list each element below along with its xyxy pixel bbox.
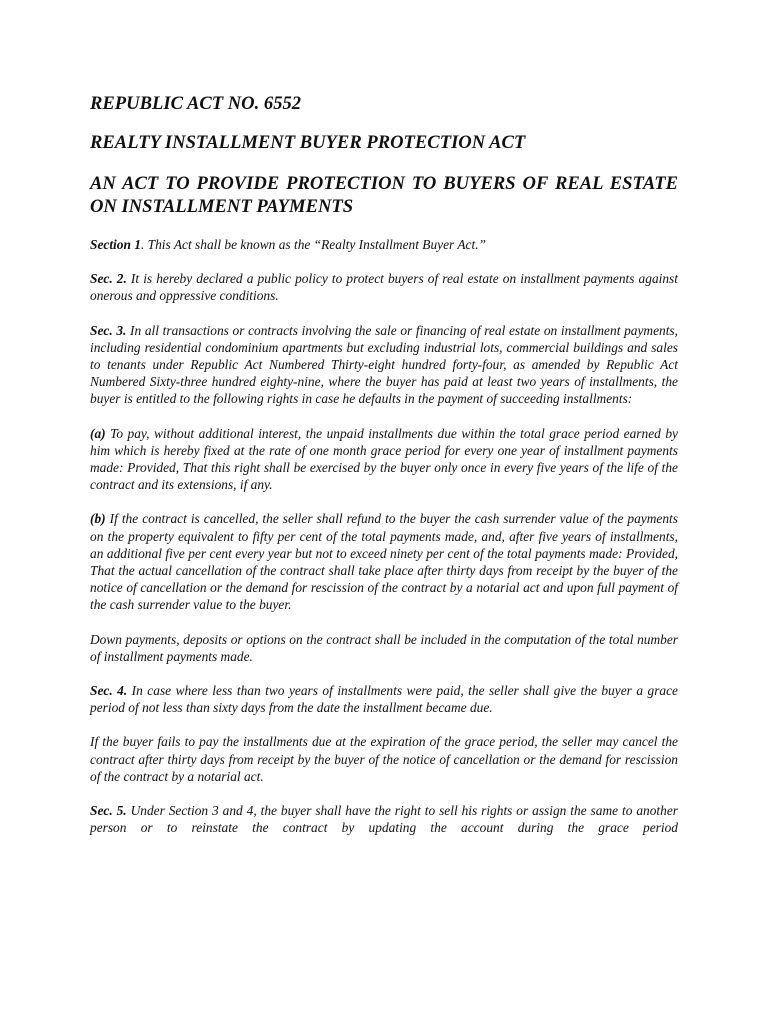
section-text: It is hereby declared a public policy to protect buyers of real estate on installment payments against onerous and oppressive conditions. [90,271,678,304]
clause-text: To pay, without additional interest, the unpaid installments due within the total grace period earned by him which is hereby fixed at the rate of one month grace period for every one year of installment payments made: Provided, That this right shall be exercised by the buyer only once in every five years of the life of the contract and its extensions, if any. [90,425,678,493]
grace-period-paragraph [90,733,678,785]
section-1-paragraph [90,236,678,253]
section-3a-paragraph [90,425,678,494]
section-3b-paragraph [90,510,678,613]
section-4-paragraph [90,682,678,716]
section-label: Sec. 5. [90,803,127,819]
section-label: Sec. 3. [90,322,127,338]
section-text: . This Act shall be known as the “Realty Installment Buyer Act.” [140,237,486,252]
section-5-paragraph [90,802,678,836]
document-body [90,92,678,853]
section-text: Under Section 3 and 4, the buyer shall have the right to sell his rights or assign the same to another person or to reinstate the contract by updating the account during the grace period [90,803,678,836]
section-label: Section 1 [90,237,141,252]
down-payments-paragraph [90,631,678,665]
section-2-paragraph [90,270,678,304]
short-title-heading: REALTY INSTALLMENT BUYER PROTECTION ACT [90,132,526,153]
section-label: Sec. 2. [90,271,127,287]
section-3-paragraph [90,322,678,408]
paragraph-text: If the buyer fails to pay the installments due at the expiration of the grace period, the seller may cancel the contract after thirty days from receipt by the buyer of the notice of cancellation or the demand for rescission of the contract by a notarial act. [90,734,678,784]
section-text: In all transactions or contracts involving the sale or financing of real estate on installment payments, including residential condominium apartments but excluding industrial lots, commercial buildings and sales to tenants under Republic Act Numbered Thirty-eight hundred forty-four, as amended by Republic Act Numbered Sixty-three hundred eighty-nine, where the buyer has paid at least two years of installments, the buyer is entitled to the following rights in case he defaults in the payment of succeeding installments: [90,322,678,407]
clause-label: (a) [90,425,106,441]
section-label: Sec. 4. [90,683,128,699]
long-title-heading: AN ACT TO PROVIDE PROTECTION TO BUYERS OF REAL ESTATE ON INSTALLMENT PAYMENTS [90,173,678,217]
paragraph-text: Down payments, deposits or options on the contract shall be included in the computation of the total number of installment payments made. [90,631,678,664]
section-text: In case where less than two years of installments were paid, the seller shall give the buyer a grace period of not less than sixty days from the date the installment became due. [90,683,678,716]
clause-text: If the contract is cancelled, the seller shall refund to the buyer the cash surrender value of the payments on the property equivalent to fifty per cent of the total payments made, and, after five years of installments, an additional five per cent every year but not to exceed ninety per cent of the total payments made: Provided, That the actual cancellation of the contract shall take place after thirty days from receipt by the buyer of the notice of cancellation or the demand for rescission of the contract by a notarial act and upon full payment of the cash surrender value to the buyer. [90,511,678,613]
act-number-heading: REPUBLIC ACT NO. 6552 [90,93,302,114]
clause-label: (b) [90,511,106,527]
